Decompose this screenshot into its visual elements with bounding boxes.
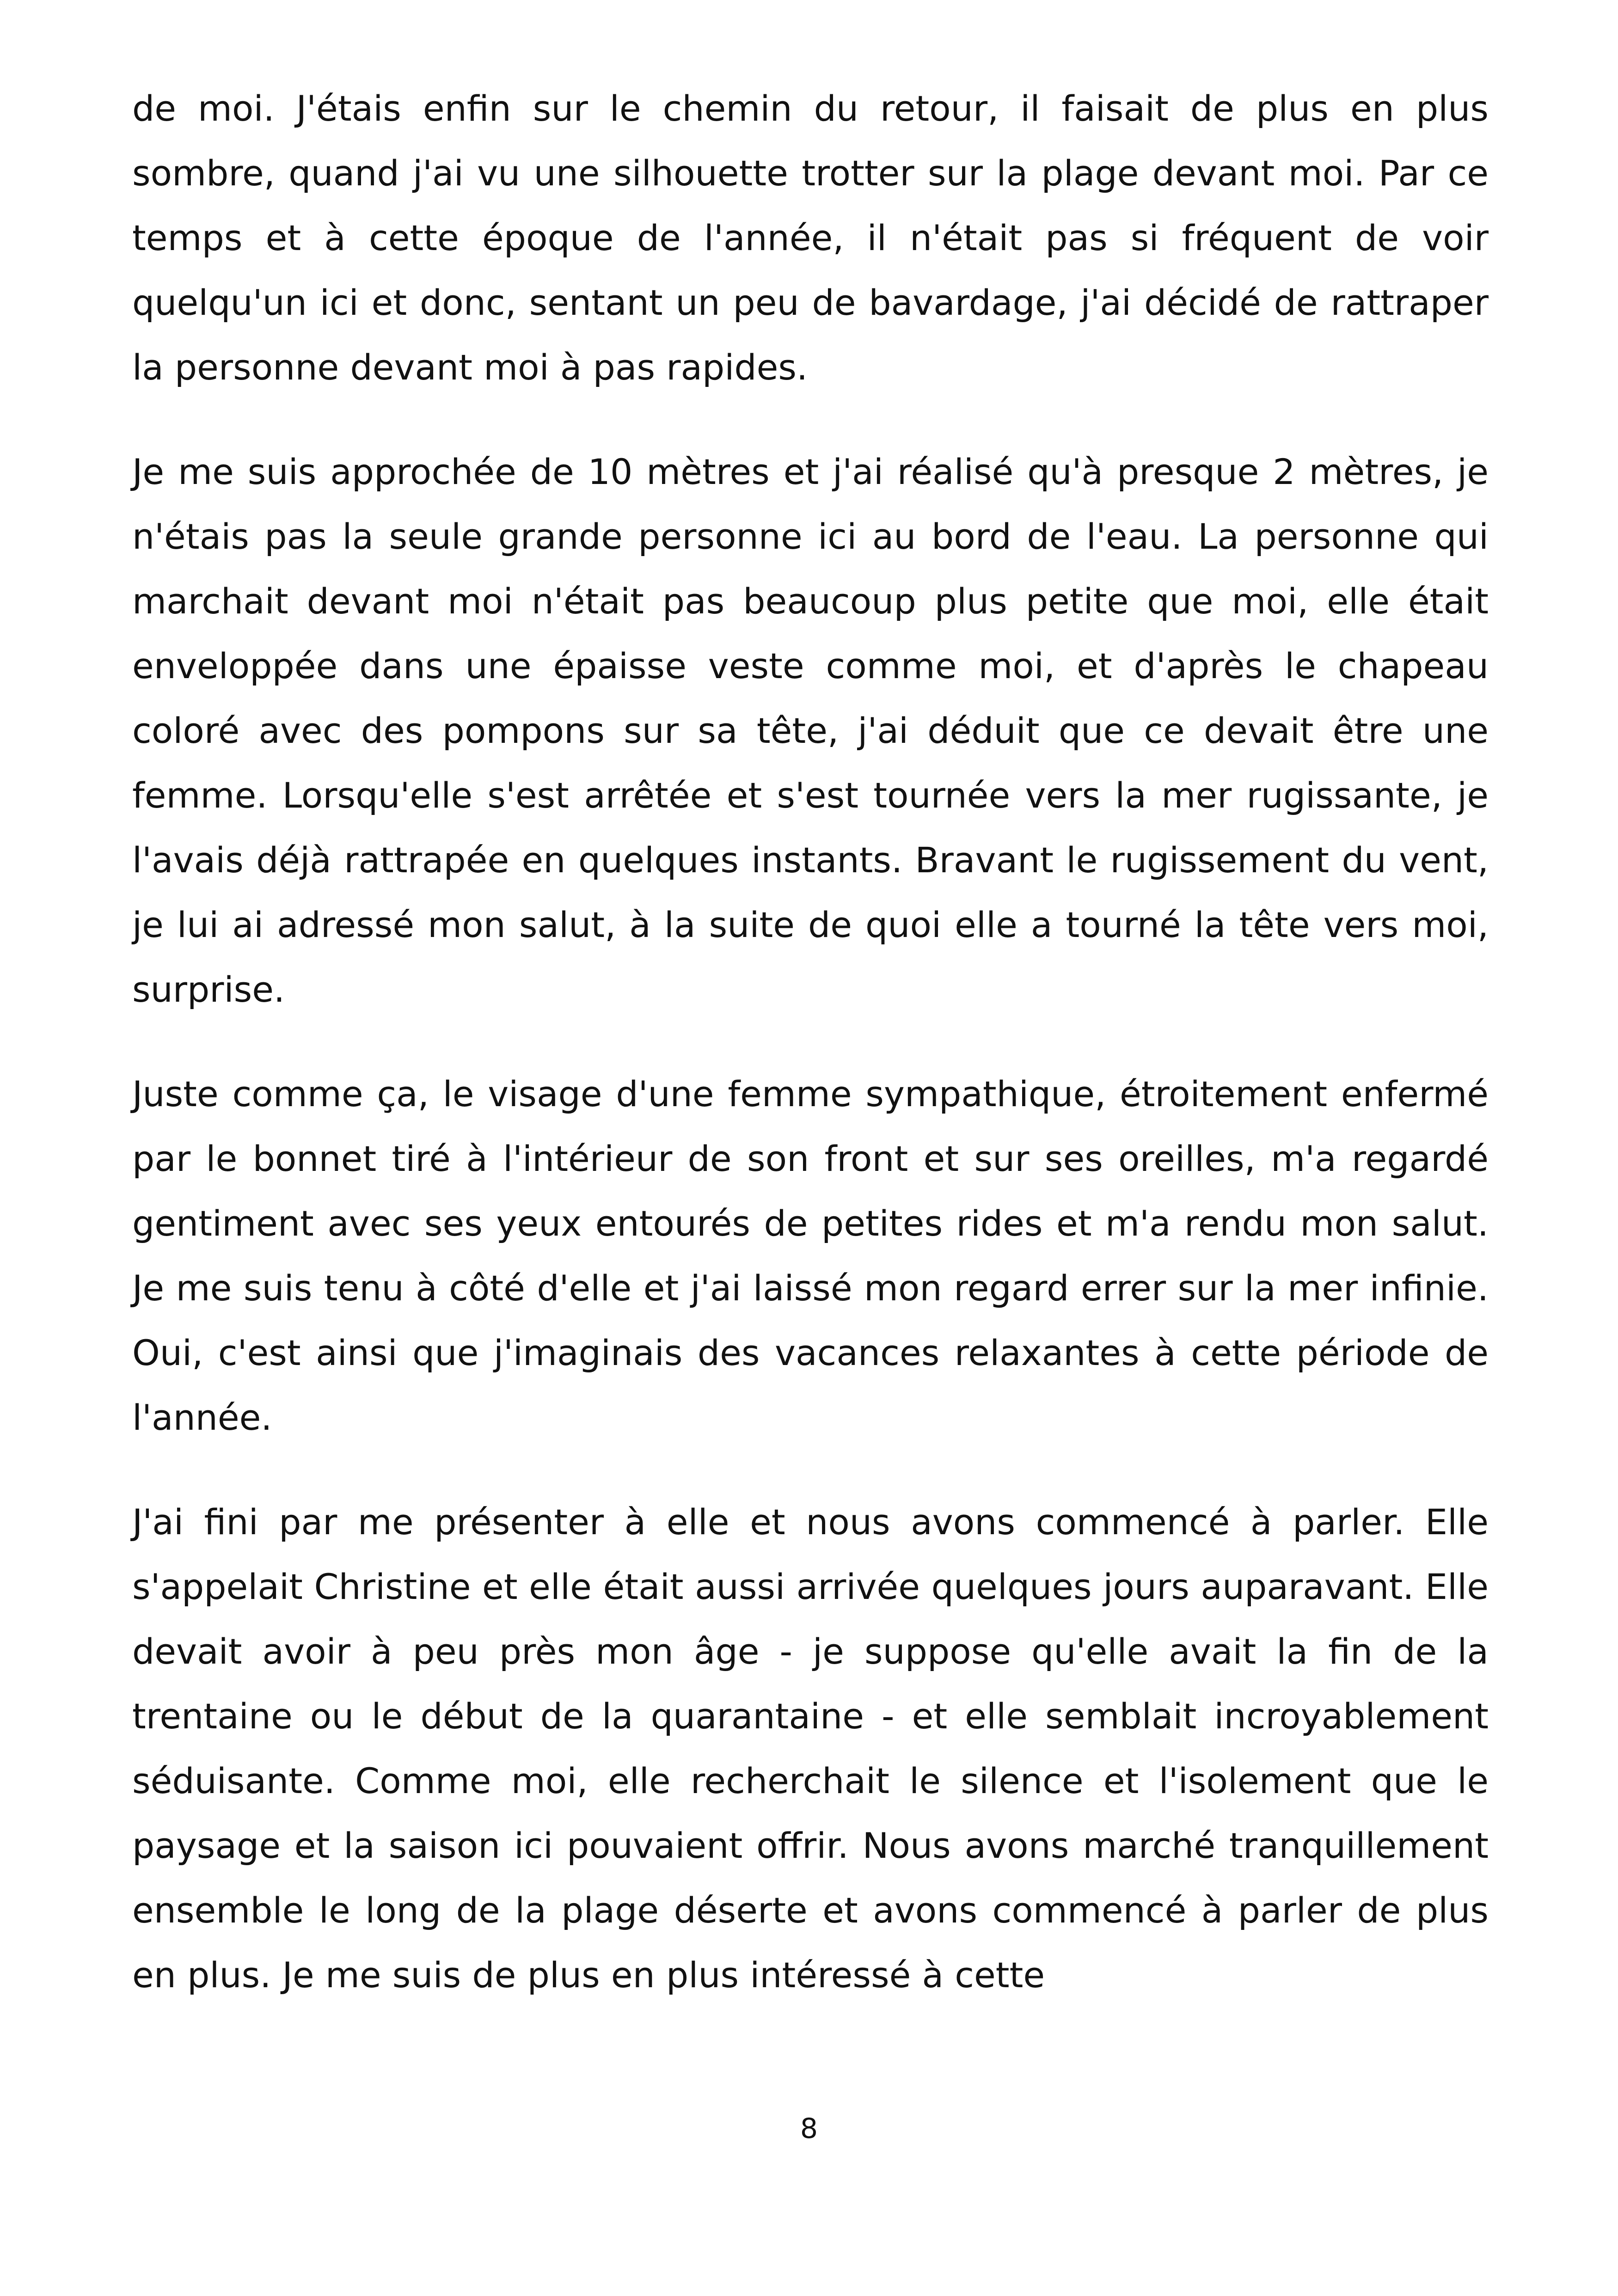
paragraph-3: Juste comme ça, le visage d'une femme sympathique, étroitement enfermé par le bonnet tiré à l'intérieur de son front et sur ses oreilles, m'a regardé gentiment avec ses yeux entourés de petites rides et m'a rendu mon salut. Je me suis tenu à côté d'elle et j'ai laissé mon regard errer sur la mer infinie. Oui, c'est ainsi que j'imaginais des vacances relaxantes à cette période de l'année. [132, 1073, 1489, 1438]
paragraph-2: Je me suis approchée de 10 mètres et j'ai réalisé qu'à presque 2 mètres, je n'étais pas la seule grande personne ici au bord de l'eau. La personne qui marchait devant moi n'était pas beaucoup plus petite que moi, elle était enveloppée dans une épaisse veste comme moi, et d'après le chapeau coloré avec des pompons sur sa tête, j'ai déduit que ce devait être une femme. Lorsqu'elle s'est arrêtée et s'est tournée vers la mer rugissante, je l'avais déjà rattrapée en quelques instants. Bravant le rugissement du vent, je lui ai adressé mon salut, à la suite de quoi elle a tourné la tête vers moi, surprise. [132, 451, 1489, 1010]
body-text [132, 76, 1489, 2008]
paragraph-1: de moi. J'étais enfin sur le chemin du retour, il faisait de plus en plus sombre, quand j'ai vu une silhouette trotter sur la plage devant moi. Par ce temps et à cette époque de l'année, il n'était pas si fréquent de voir quelqu'un ici et donc, sentant un peu de bavardage, j'ai décidé de rattraper la personne devant moi à pas rapides. [132, 88, 1489, 388]
page-number: 8 [800, 2112, 818, 2145]
paragraph-4: J'ai fini par me présenter à elle et nous avons commencé à parler. Elle s'appelait Christine et elle était aussi arrivée quelques jours auparavant. Elle devait avoir à peu près mon âge - je suppose qu'elle avait la fin de la trentaine ou le début de la quarantaine - et elle semblait incroyablement séduisante. Comme moi, elle recherchait le silence et l'isolement que le paysage et la saison ici pouvaient offrir. Nous avons marché tranquillement ensemble le long de la plage déserte et avons commencé à parler de plus en plus. Je me suis de plus en plus intéressé à cette [132, 1501, 1489, 1996]
